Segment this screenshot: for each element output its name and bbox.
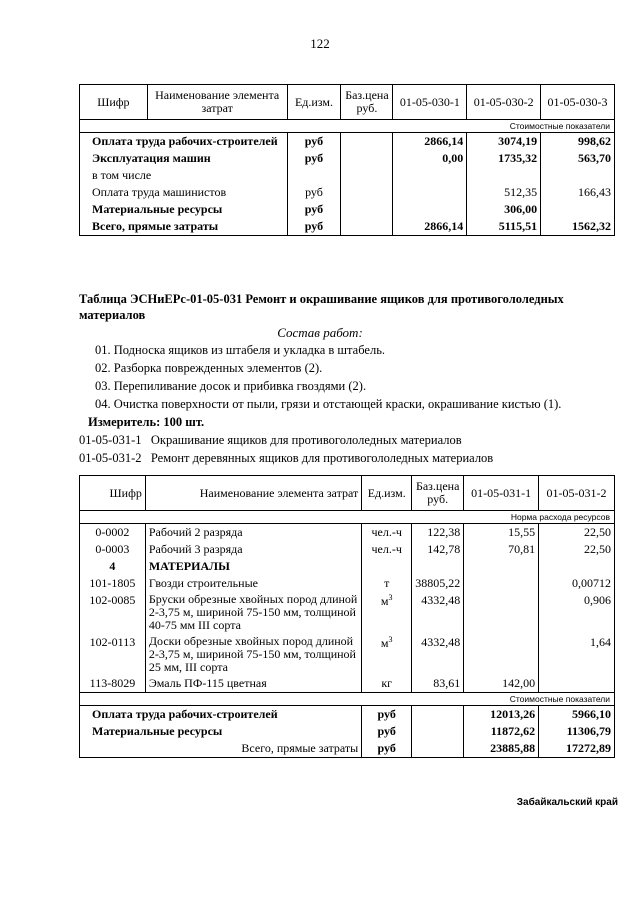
table-row: Всего, прямые затраты руб 2866,14 5115,51 1562,32 — [80, 218, 615, 236]
section-title: Таблица ЭСНиЕРс-01-05-031 Ремонт и окрашивание ящиков для противогололедных материалов — [79, 292, 564, 322]
table-row: 102-0113 Доски обрезные хвойных пород длиной 2-3,75 м, шириной 75-150 мм, толщиной 25 мм, III сорта $м^3$ 4332,48 1,64 — [80, 634, 615, 676]
table-row: Оплата труда машинистов руб 512,35 166,43 — [80, 184, 615, 201]
table-row: Оплата труда рабочих-строителей руб 2866,14 3074,19 998,62 — [80, 133, 615, 151]
col-header-unit: Ед.изм. — [362, 476, 412, 511]
col-header-v1: 01-05-030-1 — [393, 85, 467, 120]
col-header-unit: Ед.изм. — [287, 85, 341, 120]
code-id: 01-05-031-1 — [79, 433, 142, 447]
col-header-v2: 01-05-031-2 — [539, 476, 615, 511]
col-header-v3: 01-05-030-3 — [541, 85, 615, 120]
table-row: Материальные ресурсы руб 306,00 — [80, 201, 615, 218]
table-row: в том числе — [80, 167, 615, 184]
total-row: Материальные ресурсы руб 11872,62 11306,79 — [80, 723, 615, 740]
code-line — [79, 451, 493, 466]
total-row: Оплата труда рабочих-строителей руб 12013,26 5966,10 — [80, 706, 615, 724]
work-item: 04. Очистка поверхности от пыли, грязи и отстающей краски, окрашивание кистью (1). — [95, 397, 562, 411]
works-caption: Состав работ: — [277, 325, 363, 340]
work-item: 03. Перепиливание досок и прибивка гвоздями (2). — [95, 379, 367, 393]
footer-region: Забайкальский край — [516, 797, 618, 808]
table-row: 0-0002 Рабочий 2 разряда чел.-ч 122,38 15,55 22,50 — [80, 524, 615, 542]
subheader-cost: Стоимостные показатели — [80, 120, 615, 133]
code-text: Окрашивание ящиков для противогололедных материалов — [150, 433, 462, 447]
page-number: 122 — [310, 36, 330, 51]
table-row: 113-8029 Эмаль ПФ-115 цветная кг 83,61 142,00 — [80, 675, 615, 693]
table-row: 0-0003 Рабочий 3 разряда чел.-ч 142,78 70,81 22,50 — [80, 541, 615, 558]
resource-table-031 — [79, 475, 615, 758]
col-header-price: Баз.цена руб. — [412, 476, 464, 511]
col-header-v1: 01-05-031-1 — [464, 476, 539, 511]
col-header-name: Наименование элемента затрат — [147, 85, 287, 120]
col-header-name: Наименование элемента затрат — [145, 476, 361, 511]
cost-table-030 — [79, 84, 615, 236]
code-text: Ремонт деревянных ящиков для противогололедных материалов — [150, 451, 494, 465]
table-row: 4 МАТЕРИАЛЫ — [80, 558, 615, 575]
col-header-code: Шифр — [80, 476, 146, 511]
code-line — [79, 433, 462, 448]
subheader-cost: Стоимостные показатели — [80, 693, 615, 706]
total-row: Всего, прямые затраты руб 23885,88 17272,89 — [80, 740, 615, 758]
subheader-norm: Норма расхода ресурсов — [80, 511, 615, 524]
col-header-v2: 01-05-030-2 — [467, 85, 541, 120]
work-item: 01. Подноска ящиков из штабеля и укладка в штабель. — [95, 343, 386, 357]
table-row: Эксплуатация машин руб 0,00 1735,32 563,70 — [80, 150, 615, 167]
code-id: 01-05-031-2 — [79, 451, 142, 465]
measure: Измеритель: 100 шт. — [88, 415, 205, 429]
col-header-price: Баз.цена руб. — [341, 85, 393, 120]
table-row: 102-0085 Бруски обрезные хвойных пород длиной 2-3,75 м, шириной 75-150 мм, толщиной 40-75 мм III сорта $м^3$ 4332,48 0,906 — [80, 592, 615, 634]
work-item: 02. Разборка поврежденных элементов (2). — [95, 361, 323, 375]
table-row: 101-1805 Гвозди строительные т 38805,22 0,00712 — [80, 575, 615, 592]
col-header-code: Шифр — [80, 85, 148, 120]
